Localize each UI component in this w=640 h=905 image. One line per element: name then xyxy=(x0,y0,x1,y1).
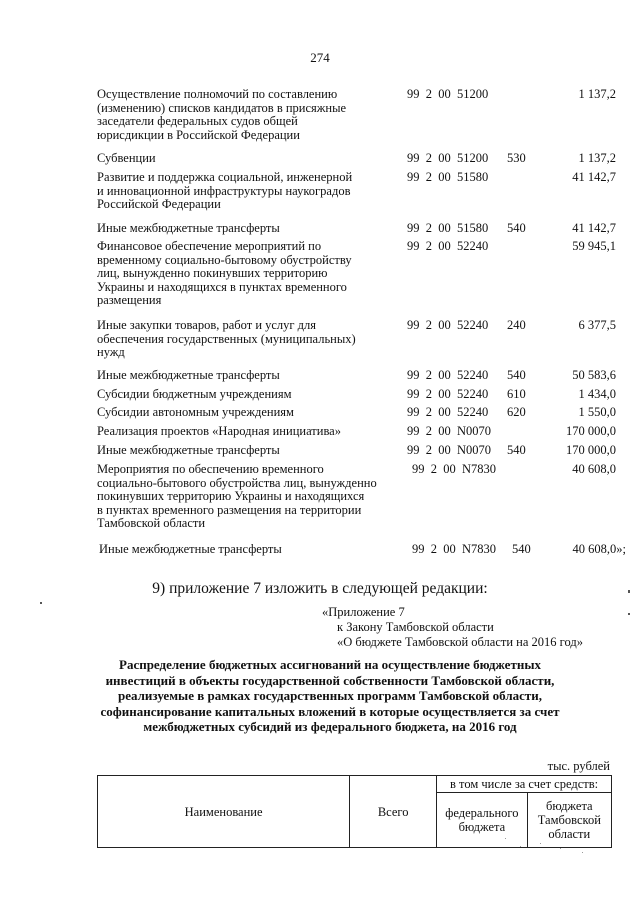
budget-row-1-amount: 1 137,2 xyxy=(578,151,616,165)
budget-row-3-name: Иные межбюджетные трансферты xyxy=(97,221,280,235)
budget-row-2-name: Развитие и поддержка социальной, инженерной и инновационной инфраструктуры наукоградов Российской Федерации xyxy=(97,170,353,211)
budget-row-12-code: 99 2 00 N7830 xyxy=(412,542,497,556)
budget-row-2-amount: 41 142,7 xyxy=(572,170,616,184)
budget-row-4-code: 99 2 00 52240 xyxy=(407,239,489,253)
budget-row-5-vr: 240 xyxy=(507,318,526,332)
budget-row-9-code: 99 2 00 N0070 xyxy=(407,424,492,438)
scan-mark xyxy=(628,613,630,615)
appendix-line-1: «Приложение 7 xyxy=(322,605,405,619)
allocation-table-header xyxy=(97,775,612,848)
appendix-line-2: к Закону Тамбовской области xyxy=(337,620,494,634)
budget-row-4-name: Финансовое обеспечение мероприятий по временному социально-бытовому обустройству лиц, вынужденно покинувших территорию Украины и находящихся в пунктах временного размещения xyxy=(97,239,352,307)
budget-row-11-code: 99 2 00 N7830 xyxy=(412,462,497,476)
scan-speck xyxy=(520,846,521,847)
budget-row-2-code: 99 2 00 51580 xyxy=(407,170,489,184)
budget-row-5-amount: 6 377,5 xyxy=(578,318,616,332)
budget-row-6-amount: 50 583,6 xyxy=(572,368,616,382)
scan-speck xyxy=(582,852,583,853)
table-title: Распределение бюджетных ассигнований на осуществление бюджетных инвестиций в объекты государственной собственности Тамбовской области, реализуемые в рамках государственных программ Тамбовской области, софинансирование капитальных вложений в которые осуществляется за счет межбюджетных субсидий из федерального бюджета, на 2016 год xyxy=(100,657,560,734)
budget-row-1-name: Субвенции xyxy=(97,151,156,165)
header-including: в том числе за счет средств: xyxy=(437,776,612,793)
page-number: 274 xyxy=(310,50,330,65)
section-heading: 9) приложение 7 изложить в следующей редакции: xyxy=(152,580,488,597)
header-total: Всего xyxy=(350,776,437,848)
header-regional: бюджета Тамбовской области xyxy=(527,793,611,848)
budget-row-7-vr: 610 xyxy=(507,387,526,401)
budget-row-11-amount: 40 608,0 xyxy=(572,462,616,476)
scan-speck xyxy=(505,838,506,839)
budget-row-1-code: 99 2 00 51200 xyxy=(407,151,489,165)
budget-row-10-amount: 170 000,0 xyxy=(566,443,616,457)
budget-row-9-name: Реализация проектов «Народная инициатива» xyxy=(97,424,341,438)
budget-row-3-vr: 540 xyxy=(507,221,526,235)
budget-row-7-amount: 1 434,0 xyxy=(578,387,616,401)
budget-row-4-amount: 59 945,1 xyxy=(572,239,616,253)
budget-row-8-code: 99 2 00 52240 xyxy=(407,405,489,419)
appendix-line-3: «О бюджете Тамбовской области на 2016 год» xyxy=(337,635,583,649)
budget-row-6-name: Иные межбюджетные трансферты xyxy=(97,368,280,382)
scan-speck xyxy=(560,848,561,849)
scan-mark xyxy=(628,590,630,593)
budget-row-3-code: 99 2 00 51580 xyxy=(407,221,489,235)
units-label: тыс. рублей xyxy=(547,759,610,773)
budget-row-0-code: 99 2 00 51200 xyxy=(407,87,489,101)
budget-row-9-amount: 170 000,0 xyxy=(566,424,616,438)
budget-row-10-name: Иные межбюджетные трансферты xyxy=(97,443,280,457)
budget-row-5-name: Иные закупки товаров, работ и услуг для обеспечения государственных (муниципальных) нужд xyxy=(97,318,356,359)
budget-row-6-code: 99 2 00 52240 xyxy=(407,368,489,382)
budget-row-0-name: Осуществление полномочий по составлению (изменению) списков кандидатов в присяжные заседатели федеральных судов общей юрисдикции в Российской Федерации xyxy=(97,87,347,142)
budget-row-7-code: 99 2 00 52240 xyxy=(407,387,489,401)
budget-row-12-name: Иные межбюджетные трансферты xyxy=(99,542,282,556)
budget-row-5-code: 99 2 00 52240 xyxy=(407,318,489,332)
budget-row-8-amount: 1 550,0 xyxy=(578,405,616,419)
budget-row-6-vr: 540 xyxy=(507,368,526,382)
budget-row-12-amount: 40 608,0»; xyxy=(572,542,626,556)
budget-row-0-amount: 1 137,2 xyxy=(578,87,616,101)
budget-row-12-vr: 540 xyxy=(512,542,531,556)
budget-row-11-name: Мероприятия по обеспечению временного социально-бытового обустройства лиц, вынужденно покинувших территорию Украины и находящихся в пунктах временного размещения на территории Тамбовской области xyxy=(97,462,377,530)
header-federal: федерального бюджета xyxy=(437,793,528,848)
scan-speck xyxy=(540,843,541,844)
budget-row-10-code: 99 2 00 N0070 xyxy=(407,443,492,457)
budget-row-3-amount: 41 142,7 xyxy=(572,221,616,235)
budget-row-8-name: Субсидии автономным учреждениям xyxy=(97,405,294,419)
budget-row-7-name: Субсидии бюджетным учреждениям xyxy=(97,387,292,401)
budget-row-1-vr: 530 xyxy=(507,151,526,165)
scan-mark xyxy=(40,602,42,604)
budget-row-8-vr: 620 xyxy=(507,405,526,419)
budget-row-10-vr: 540 xyxy=(507,443,526,457)
header-name: Наименование xyxy=(98,776,350,848)
